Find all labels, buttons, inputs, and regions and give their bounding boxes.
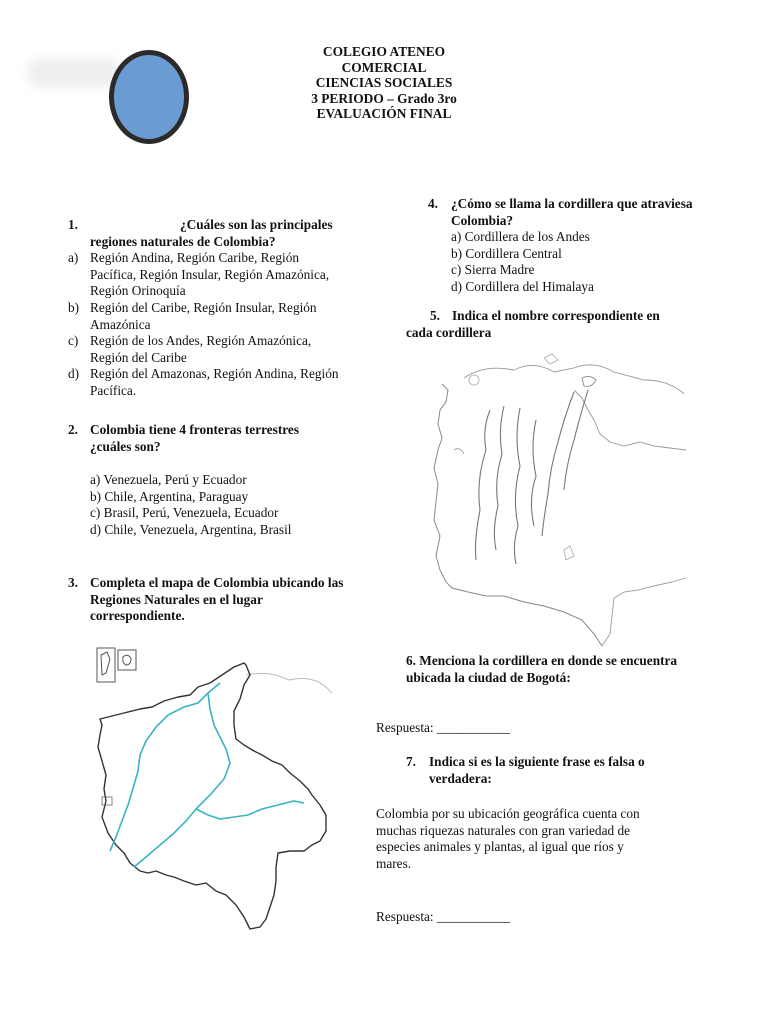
- question-1-text-b: regiones naturales de Colombia?: [90, 233, 276, 249]
- caribbean-coast: [464, 365, 684, 394]
- region-line-orinoquia-amazon: [196, 801, 304, 819]
- option-text: Región del Caribe, Región Insular, Región Amazónica: [90, 299, 317, 332]
- question-2-option-d: d) Chile, Venezuela, Argentina, Brasil: [90, 521, 292, 537]
- header-line-school-2: COMERCIAL: [341, 59, 427, 75]
- question-2-option-c: c) Brasil, Perú, Venezuela, Ecuador: [90, 505, 279, 521]
- question-1-option-b: [68, 300, 348, 333]
- question-1-option-a: [68, 250, 348, 300]
- region-line-pacific: [110, 683, 220, 851]
- question-4-text: ¿Cómo se llama la cordillera que atraviesa Colombia?: [451, 196, 693, 228]
- question-4-number: 4.: [428, 196, 438, 211]
- question-2-option-b: b) Chile, Argentina, Paraguay: [90, 488, 249, 504]
- cordillera-central: [514, 408, 520, 564]
- question-7-answer-line[interactable]: Respuesta: ___________: [376, 909, 511, 924]
- option-letter: d): [68, 366, 80, 382]
- option-letter: a): [68, 250, 79, 266]
- blurred-name-area: [28, 58, 120, 88]
- question-4-option-a: a) Cordillera de los Andes: [451, 229, 590, 245]
- map-detail-2: [544, 354, 558, 364]
- school-logo: [109, 50, 189, 144]
- question-7-text: Indica si es la siguiente frase es falsa o verdadera:: [429, 754, 645, 786]
- header-line-exam: EVALUACIÓN FINAL: [316, 106, 452, 121]
- question-5-number: 5.: [430, 308, 440, 323]
- colombia-outline: [98, 663, 326, 929]
- option-letter: b): [68, 299, 80, 315]
- question-5-text-b: cada cordillera: [406, 324, 492, 340]
- header-line-school: COLEGIO ATENEO: [322, 44, 446, 59]
- question-4: [428, 196, 718, 296]
- header-line-subject: CIENCIAS SOCIALES: [315, 75, 453, 90]
- question-1-option-c: [68, 333, 348, 366]
- colombia-regions-map: [94, 645, 340, 935]
- cordillera-central-inner: [531, 420, 536, 526]
- island-inset-2: [118, 650, 136, 670]
- question-3: [68, 575, 348, 625]
- region-line-andean-east: [134, 693, 230, 867]
- question-7-statement: Colombia por su ubicación geográfica cuenta con muchas riquezas naturales con gran variedad de especies animales y plantas, al igual que ríos y mares.: [376, 806, 640, 871]
- question-7-number: 7.: [406, 754, 416, 769]
- question-1-number: 1.: [68, 217, 78, 232]
- island-providencia: [123, 655, 131, 665]
- option-text: Región de los Andes, Región Amazónica, Región del Caribe: [90, 333, 312, 365]
- cordilleras-map: [424, 350, 692, 652]
- south-outline: [602, 578, 686, 646]
- sierra-nevada: [582, 376, 596, 386]
- option-text: Región del Amazonas, Región Andina, Región Pacífica.: [90, 366, 339, 398]
- map-marker-box: [102, 797, 112, 805]
- question-2: [68, 422, 338, 539]
- venezuela-outline: [246, 673, 332, 693]
- option-text: Región Andina, Región Caribe, Región Pacífica, Región Insular, Región Amazónica, Región Orinoquía: [90, 250, 330, 299]
- question-2-number: 2.: [68, 422, 78, 437]
- question-1: [68, 217, 348, 400]
- question-2-option-a: a) Venezuela, Perú y Ecuador: [90, 472, 247, 488]
- cordillera-occidental-inner: [494, 406, 504, 550]
- question-7: [406, 754, 686, 787]
- cordillera-occidental: [476, 410, 491, 560]
- question-5: [406, 308, 706, 341]
- question-2-text: Colombia tiene 4 fronteras terrestres ¿cuáles son?: [90, 422, 299, 454]
- cordillera-oriental-inner: [564, 390, 588, 490]
- island-san-andres: [101, 652, 110, 675]
- question-3-text: Completa el mapa de Colombia ubicando las Regiones Naturales en el lugar correspondiente.: [90, 575, 344, 624]
- question-4-option-b: b) Cordillera Central: [451, 245, 562, 261]
- question-5-text-a: Indica el nombre correspondiente en: [452, 308, 660, 323]
- header-line-period: 3 PERIODO – Grado 3ro: [311, 90, 457, 106]
- map-detail-3: [454, 449, 464, 454]
- document-header: [290, 44, 478, 122]
- east-outline: [574, 390, 686, 450]
- question-6-text: 6. Menciona la cordillera en donde se encuentra ubicada la ciudad de Bogotá:: [406, 653, 678, 685]
- question-6-answer-line[interactable]: Respuesta: ___________: [376, 720, 511, 735]
- map-detail-1: [469, 375, 479, 385]
- island-inset-1: [97, 648, 115, 682]
- question-1-text-a: ¿Cuáles son las principales: [180, 217, 333, 232]
- option-letter: c): [68, 333, 79, 349]
- question-1-option-d: [68, 366, 348, 399]
- question-4-option-c: c) Sierra Madre: [451, 262, 535, 278]
- map-detail-4: [564, 546, 574, 560]
- question-3-number: 3.: [68, 575, 78, 590]
- question-4-option-d: d) Cordillera del Himalaya: [451, 278, 594, 294]
- cordillera-oriental: [542, 392, 574, 536]
